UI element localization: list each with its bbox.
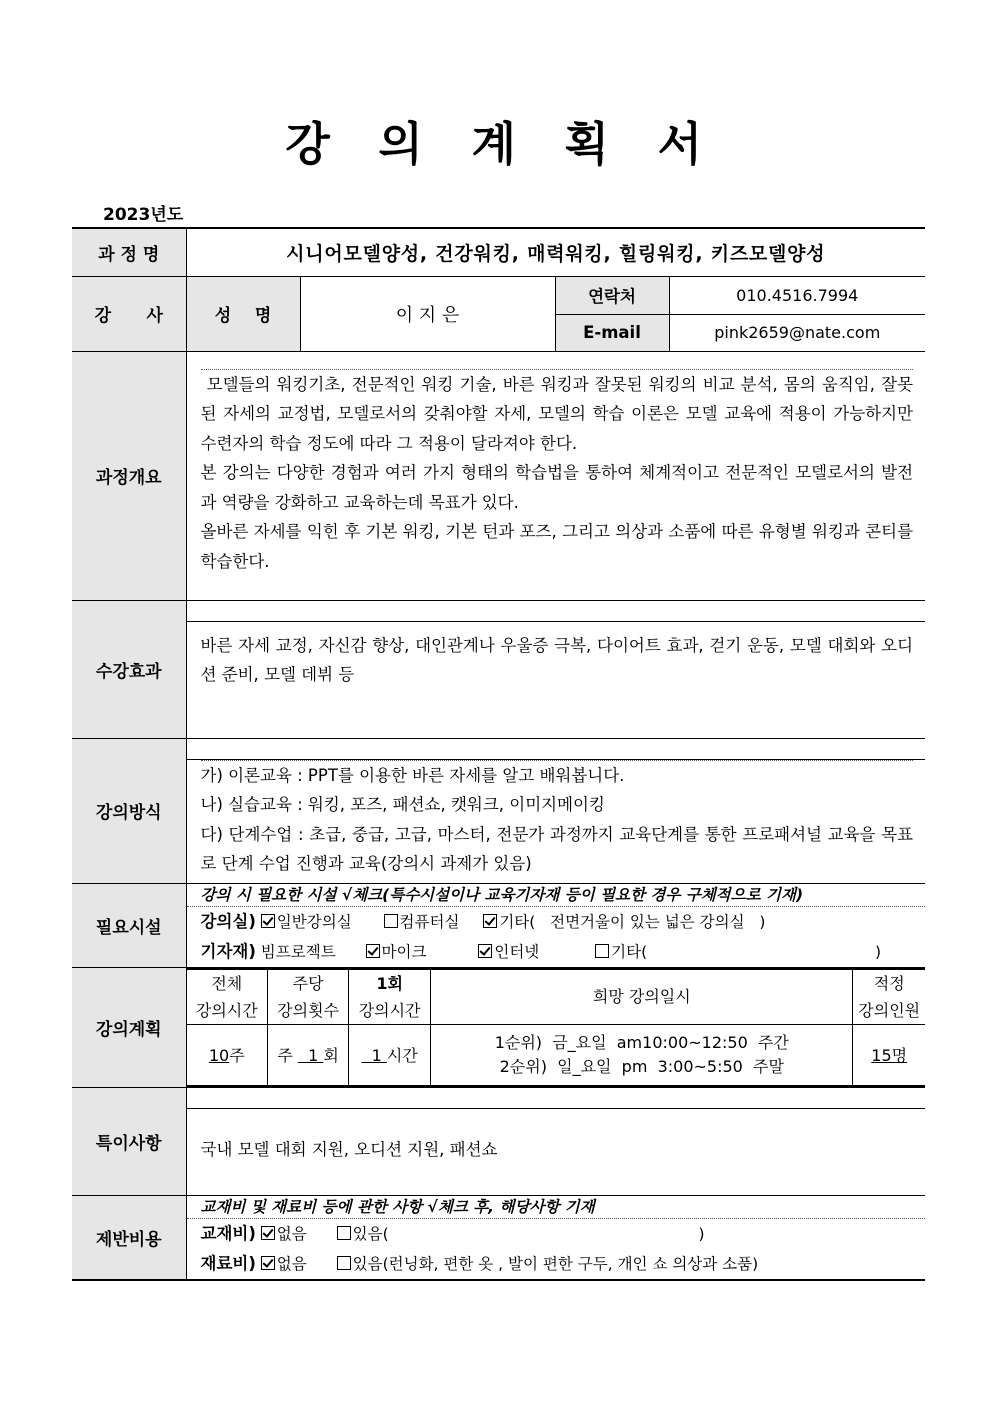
contact-label: 연락처 bbox=[555, 276, 669, 314]
plan-capacity-value bbox=[853, 1024, 925, 1086]
method-line: 나) 실습교육 : 워킹, 포즈, 패션쇼, 캣워크, 이미지메이킹 bbox=[200, 795, 605, 814]
effect-label: 수강효과 bbox=[72, 600, 186, 738]
instructor-name: 이 지 은 bbox=[300, 276, 555, 351]
facility-note: 강의 시 필요한 시설 √체크(특수시설이나 교육기자재 등이 필요한 경우 구체적으로 기재) bbox=[187, 884, 926, 907]
method-line: 가) 이론교육 : PPT를 이용한 바른 자세를 알고 배워봅니다. bbox=[201, 760, 914, 791]
special-text: 국내 모델 대회 지원, 오디션 지원, 패션쇼 bbox=[200, 1139, 498, 1159]
email-label: E-mail bbox=[555, 314, 669, 351]
schedule-2: 2순위) 일_요일 pm 3:00~5:50 주말 bbox=[499, 1056, 784, 1076]
material-none: 없음 bbox=[276, 1254, 307, 1273]
method-text bbox=[187, 760, 926, 883]
total-num: 10 bbox=[208, 1046, 230, 1065]
plan-header-once bbox=[349, 969, 431, 1025]
plan-header-capacity-line1: 적정 bbox=[873, 973, 905, 993]
equip-option-mic: 마이크 bbox=[381, 942, 427, 961]
book-close: ) bbox=[698, 1224, 705, 1243]
method-line: 다) 단계수업 : 초급, 중급, 고급, 마스터, 전문가 과정까지 교육단계를 통한 프로패셔널 교육을 목표로 단계 수업 진행과 교육(강의시 과제가 있음) bbox=[200, 824, 914, 873]
weekly-unit: 회 bbox=[323, 1046, 339, 1065]
overview-cell bbox=[186, 351, 925, 600]
checkbox-unchecked-icon[interactable] bbox=[595, 944, 609, 958]
plan-header-schedule: 희망 강의일시 bbox=[431, 969, 853, 1025]
room-option-other: 기타( 전면거울이 있는 넓은 강의실 ) bbox=[499, 912, 766, 931]
overview-paragraph: 올바른 자세를 익힌 후 기본 워킹, 기본 턴과 포즈, 그리고 의상과 소품에 따른 유형별 워킹과 콘티를 학습한다. bbox=[200, 522, 914, 571]
course-name-value: 시니어모델양성, 건강워킹, 매력워킹, 힐링워킹, 키즈모델양성 bbox=[186, 228, 925, 276]
checkbox-unchecked-icon[interactable] bbox=[337, 1226, 351, 1240]
title-char: 의 bbox=[378, 117, 428, 171]
overview-paragraph: 모델들의 워킹기초, 전문적인 워킹 기술, 바른 워킹과 잘못된 워킹의 비교 분석, 몸의 움직임, 잘못된 자세의 교정법, 모델로서의 갖춰야할 자세, 모델의 학습 이론은 모델 교육에 적용이 가능하지만 수련자의 학습 정도에 따라 그 적용이 달라져야 한다. bbox=[201, 369, 914, 459]
instructor-label: 강 사 bbox=[72, 276, 186, 351]
cost-material-line bbox=[187, 1249, 926, 1279]
facility-label: 필요시설 bbox=[72, 883, 186, 967]
overview-paragraph: 본 강의는 다양한 경험과 여러 가지 형태의 학습법을 통하여 체계적이고 전문적인 모델로서의 발전과 역량을 강화하고 교육하는데 목표가 있다. bbox=[200, 463, 914, 512]
special-spacer bbox=[187, 1088, 926, 1109]
room-label: 강의실) bbox=[200, 911, 256, 931]
plan-weekly-value bbox=[268, 1024, 349, 1086]
year-label: 2023년도 bbox=[103, 205, 184, 225]
special-label: 특이사항 bbox=[72, 1087, 186, 1195]
effect-cell bbox=[186, 600, 925, 738]
title-char: 서 bbox=[657, 117, 707, 171]
material-label: 재료비) bbox=[200, 1253, 256, 1273]
facility-cell bbox=[186, 883, 925, 967]
room-option-general: 일반강의실 bbox=[276, 912, 352, 931]
overview-text bbox=[187, 352, 926, 581]
book-none: 없음 bbox=[276, 1224, 307, 1243]
plan-header-capacity-line2: 강의인원 bbox=[858, 1000, 921, 1020]
effect-spacer bbox=[187, 601, 926, 622]
plan-total-value bbox=[187, 1024, 268, 1086]
cost-label: 제반비용 bbox=[72, 1195, 186, 1280]
total-unit: 주 bbox=[229, 1046, 245, 1065]
room-option-computer: 컴퓨터실 bbox=[399, 912, 460, 931]
capacity-text: 15명 bbox=[871, 1046, 908, 1065]
checkbox-checked-icon[interactable] bbox=[366, 944, 380, 958]
plan-header-total-line1: 전체 bbox=[211, 973, 243, 993]
cost-note: 교재비 및 재료비 등에 관한 사항 √체크 후, 해당사항 기재 bbox=[187, 1196, 926, 1219]
facility-room-line bbox=[187, 907, 926, 937]
effect-text: 바른 자세 교정, 자신감 향상, 대인관계나 우울증 극복, 다이어트 효과, 걷기 운동, 모델 대회와 오디션 준비, 모델 데뷔 등 bbox=[200, 635, 914, 684]
title-char: 계 bbox=[471, 117, 521, 171]
plan-header-once-line1: 1회 bbox=[376, 973, 403, 993]
once-num: 1 bbox=[361, 1046, 387, 1065]
title-char: 강 bbox=[285, 117, 335, 171]
course-name-label: 과 정 명 bbox=[72, 228, 186, 276]
checkbox-unchecked-icon[interactable] bbox=[384, 914, 398, 928]
overview-label: 과정개요 bbox=[72, 351, 186, 600]
equip-option-internet: 인터넷 bbox=[494, 942, 540, 961]
plan-subtable bbox=[187, 968, 926, 1087]
checkbox-unchecked-icon[interactable] bbox=[337, 1256, 351, 1270]
equip-option-other: 기타( bbox=[611, 942, 648, 961]
contact-value: 010.4516.7994 bbox=[669, 276, 925, 314]
weekly-num: 1 bbox=[297, 1046, 324, 1065]
checkbox-checked-icon[interactable] bbox=[478, 944, 492, 958]
equip-option-projector: 빔프로젝트 bbox=[260, 942, 336, 961]
schedule-1: 1순위) 금_요일 am10:00~12:50 주간 bbox=[494, 1032, 789, 1052]
plan-label: 강의계획 bbox=[72, 967, 186, 1087]
title-char: 획 bbox=[564, 117, 614, 171]
plan-header-weekly bbox=[268, 969, 349, 1025]
book-label: 교재비) bbox=[200, 1223, 256, 1243]
method-cell bbox=[186, 738, 925, 883]
plan-schedule-value bbox=[431, 1024, 853, 1086]
plan-once-value bbox=[349, 1024, 431, 1086]
equip-other-close: ) bbox=[875, 942, 882, 961]
document-title bbox=[0, 108, 992, 174]
facility-equip-line bbox=[187, 937, 926, 967]
plan-header-weekly-line2: 강의횟수 bbox=[277, 1000, 339, 1020]
plan-header-once-line2: 강의시간 bbox=[358, 1000, 421, 1020]
checkbox-checked-icon[interactable] bbox=[261, 1256, 275, 1270]
special-cell bbox=[186, 1087, 925, 1195]
email-value: pink2659@nate.com bbox=[669, 314, 925, 351]
checkbox-checked-icon[interactable] bbox=[261, 1226, 275, 1240]
plan-header-capacity bbox=[853, 969, 925, 1025]
plan-header-weekly-line1: 주당 bbox=[292, 973, 324, 993]
checkbox-checked-icon[interactable] bbox=[261, 914, 275, 928]
plan-header-total-line2: 강의시간 bbox=[195, 1000, 258, 1020]
once-unit: 시간 bbox=[386, 1046, 418, 1065]
method-label: 강의방식 bbox=[72, 738, 186, 883]
weekly-prefix: 주 bbox=[277, 1046, 298, 1065]
method-spacer bbox=[187, 739, 926, 760]
checkbox-checked-icon[interactable] bbox=[483, 914, 497, 928]
book-yes: 있음( bbox=[352, 1224, 389, 1243]
cost-book-line bbox=[187, 1219, 926, 1249]
plan-cell bbox=[186, 967, 925, 1087]
instructor-name-label: 성 명 bbox=[186, 276, 300, 351]
plan-header-total bbox=[187, 969, 268, 1025]
cost-cell bbox=[186, 1195, 925, 1280]
lecture-plan-table bbox=[72, 227, 925, 1281]
equip-label: 기자재) bbox=[200, 941, 256, 961]
material-yes: 있음(런닝화, 편한 옷 , 발이 편한 구두, 개인 쇼 의상과 소품) bbox=[352, 1254, 759, 1273]
